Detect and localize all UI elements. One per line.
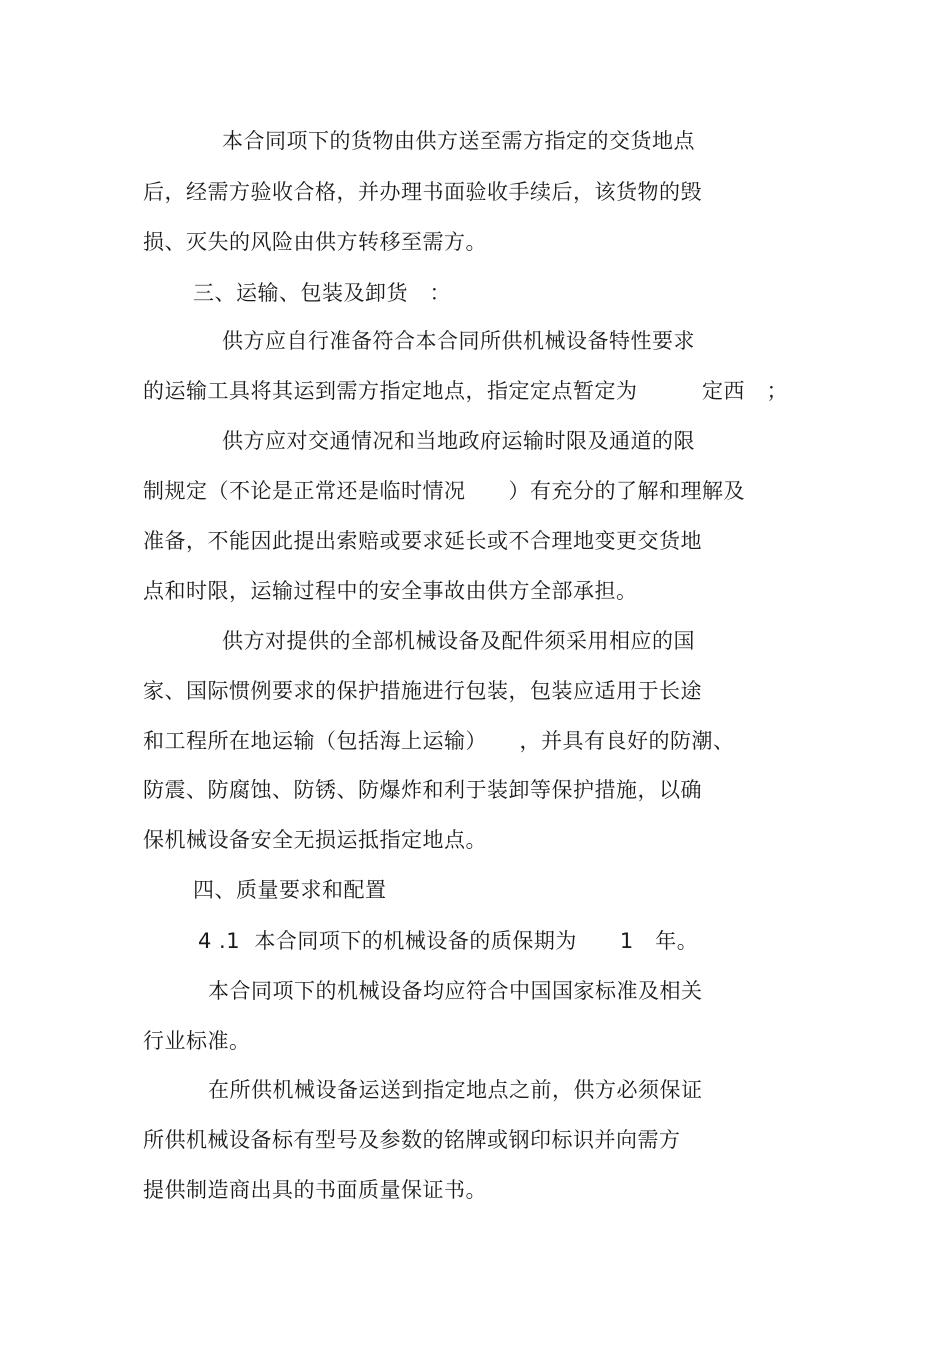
paragraph-line: 和工程所在地运输（包括海上运输） ，并具有良好的防潮、 <box>143 729 735 753</box>
paragraph-line: 在所供机械设备运送到指定地点之前，供方必须保证 <box>208 1078 703 1102</box>
section-heading: 四、质量要求和配置 <box>193 878 387 902</box>
paragraph-line: 防震、防腐蚀、防锈、防爆炸和利于装卸等保护措施，以确 <box>143 778 702 802</box>
paragraph-line: 提供制造商出具的书面质量保证书。 <box>143 1178 487 1202</box>
paragraph-line: 的运输工具将其运到需方指定地点，指定定点暂定为 定西 ； <box>143 379 788 403</box>
paragraph-line: 供方应对交通情况和当地政府运输时限及通道的限 <box>222 429 695 453</box>
section-heading: 三、运输、包装及卸货 ： <box>193 281 451 305</box>
paragraph-line: 保机械设备安全无损运抵指定地点。 <box>143 828 487 852</box>
paragraph-line: 本合同项下的货物由供方送至需方指定的交货地点 <box>222 129 695 153</box>
paragraph-line: 供方对提供的全部机械设备及配件须采用相应的国 <box>222 629 695 653</box>
paragraph-line: 制规定（不论是正常还是临时情况 ）有充分的了解和理解及 <box>143 479 745 503</box>
paragraph-line: 4 .1 本合同项下的机械设备的质保期为 1 年。 <box>198 929 699 953</box>
paragraph-line: 行业标准。 <box>143 1029 251 1053</box>
paragraph-line: 后，经需方验收合格，并办理书面验收手续后，该货物的毁 <box>143 180 702 204</box>
paragraph-line: 准备，不能因此提出索赔或要求延长或不合理地变更交货地 <box>143 529 702 553</box>
paragraph-line: 所供机械设备标有型号及参数的铭牌或钢印标识并向需方 <box>143 1128 681 1152</box>
paragraph-line: 损、灭失的风险由供方转移至需方。 <box>143 230 487 254</box>
paragraph-line: 点和时限，运输过程中的安全事故由供方全部承担。 <box>143 579 638 603</box>
paragraph-line: 本合同项下的机械设备均应符合中国国家标准及相关 <box>208 979 703 1003</box>
paragraph-line: 家、国际惯例要求的保护措施进行包装，包装应适用于长途 <box>143 679 702 703</box>
paragraph-line: 供方应自行准备符合本合同所供机械设备特性要求 <box>222 329 695 353</box>
